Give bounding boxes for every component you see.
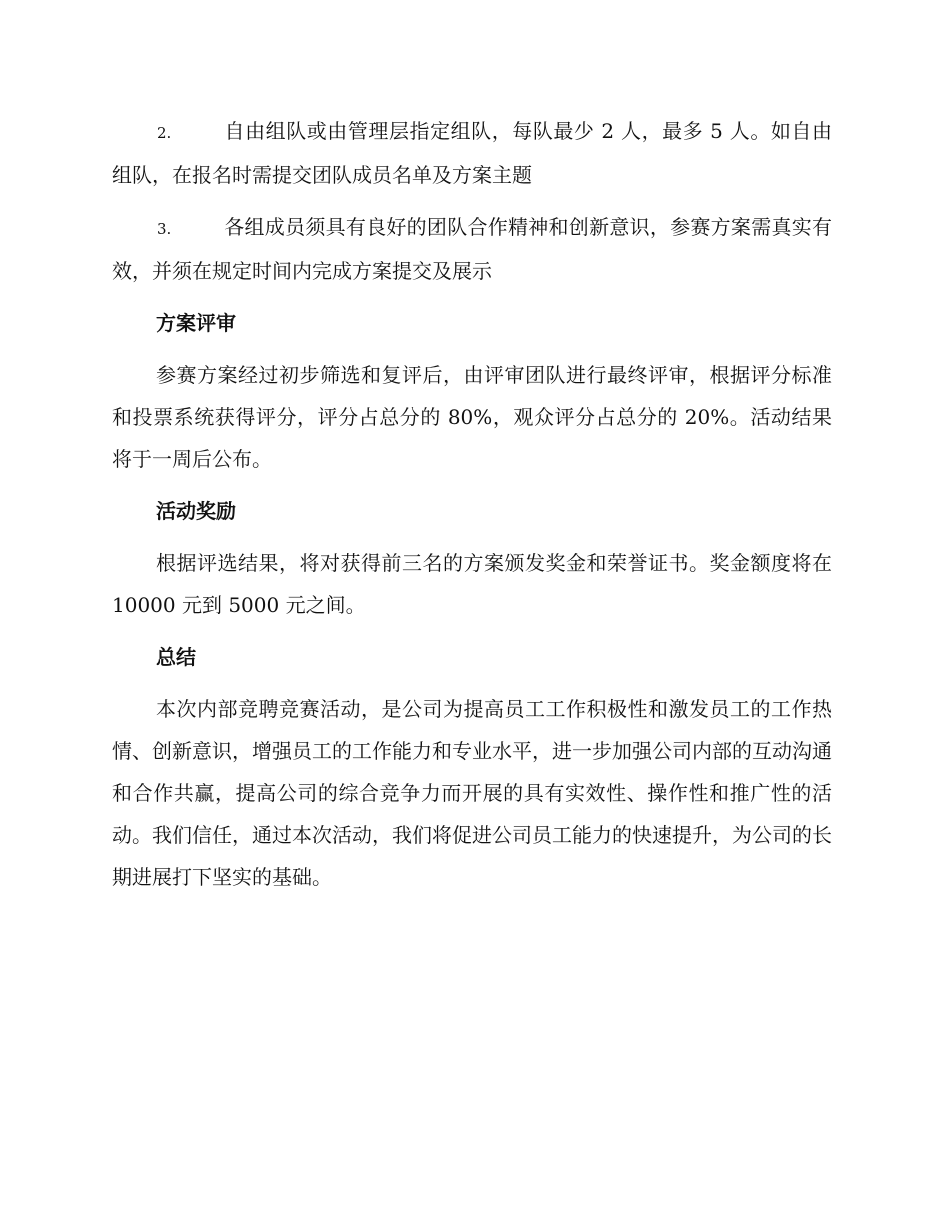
section-heading-rewards: 活动奖励 — [156, 499, 236, 523]
section-body-review: 参赛方案经过初步筛选和复评后，由评审团队进行最终评审，根据评分标准和投票系统获得评分，评分占总分的 80%，观众评分占总分的 20%。活动结果将于一周后公布。 — [112, 363, 832, 471]
list-item-text: 各组成员须具有良好的团队合作精神和创新意识，参赛方案需真实有效，并须在规定时间内完成方案提交及展示 — [112, 215, 832, 283]
section-body-summary: 本次内部竞聘竞赛活动，是公司为提高员工工作积极性和激发员工的工作热情、创新意识，增强员工的工作能力和专业水平，进一步加强公司内部的互动沟通和合作共赢，提高公司的综合竞争力而开展的具有实效性、操作性和推广性的活动。我们信任，通过本次活动，我们将促进公司员工能力的快速提升，为公司的长期进展打下坚实的基础。 — [112, 697, 832, 889]
list-item-text: 自由组队或由管理层指定组队，每队最少 2 人，最多 5 人。如自由组队，在报名时需提交团队成员名单及方案主题 — [112, 119, 832, 187]
list-item-2 — [112, 110, 832, 196]
section-heading-summary: 总结 — [156, 645, 196, 669]
list-number: 3. — [157, 220, 172, 238]
document-body — [112, 110, 832, 908]
list-item-3 — [112, 206, 832, 292]
list-number: 2. — [157, 124, 172, 142]
section-heading-review: 方案评审 — [156, 311, 236, 335]
section-body-rewards: 根据评选结果，将对获得前三名的方案颁发奖金和荣誉证书。奖金额度将在 10000 元到 5000 元之间。 — [112, 551, 832, 617]
